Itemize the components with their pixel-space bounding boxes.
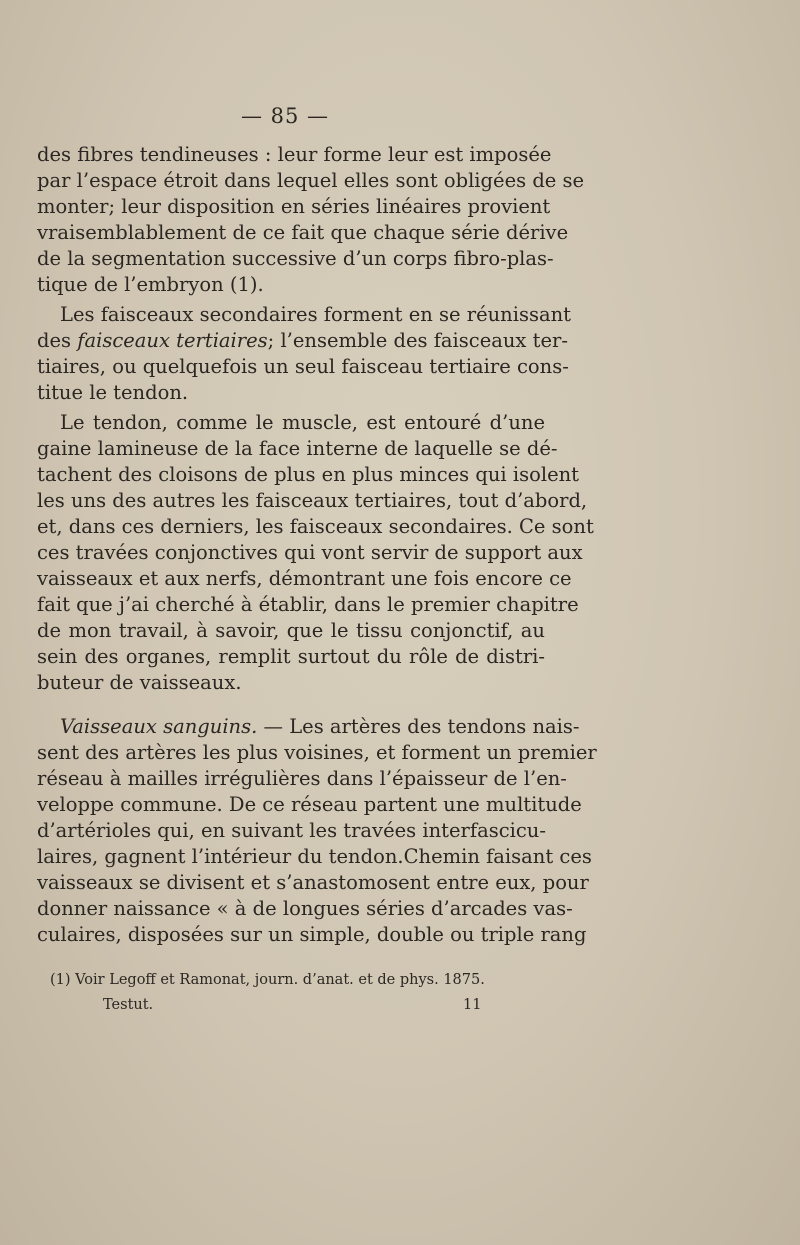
text-line: ces travées conjonctives qui vont servir de support aux xyxy=(37,541,583,564)
signature-mark: Testut. xyxy=(103,997,154,1013)
text-line: sein des organes, remplit surtout du rôle de distri- xyxy=(37,645,545,668)
text-line: vraisemblablement de ce fait que chaque série dérive xyxy=(37,221,569,244)
text-line: d’artérioles qui, en suivant les travées interfascicu- xyxy=(37,819,546,842)
text-line: tachent des cloisons de plus en plus minces qui isolent xyxy=(37,463,580,486)
text-line: culaires, disposées sur un simple, double ou triple rang xyxy=(37,923,587,946)
text-line: tique de l’embryon (1). xyxy=(37,273,264,296)
text-line: les uns des autres les faisceaux tertiaires, tout d’abord, xyxy=(37,489,588,512)
footnote: (1) Voir Legoff et Ramonat, journ. d’anat. et de phys. 1875. xyxy=(50,972,485,988)
text-line: veloppe commune. De ce réseau partent une multitude xyxy=(37,793,582,816)
text-line: de mon travail, à savoir, que le tissu conjonctif, au xyxy=(37,619,545,642)
text-line: fait que j’ai cherché à établir, dans le premier chapitre xyxy=(37,593,579,616)
text-line: des fibres tendineuses : leur forme leur est imposée xyxy=(37,143,552,166)
text-line: de la segmentation successive d’un corps fibro-plas- xyxy=(37,247,554,270)
text-line: gaine lamineuse de la face interne de laquelle se dé- xyxy=(37,437,558,460)
text-line: vaisseaux se divisent et s’anastomosent entre eux, pour xyxy=(37,871,589,894)
text-line: Le tendon, comme le muscle, est entouré d’une xyxy=(60,411,545,434)
text-line: et, dans ces derniers, les faisceaux secondaires. Ce sont xyxy=(37,515,594,538)
text-line: sent des artères les plus voisines, et forment un premier xyxy=(37,741,597,764)
page-number: — 85 — xyxy=(240,104,330,128)
signature-number: 11 xyxy=(463,997,482,1013)
text-line: donner naissance « à de longues séries d’arcades vas- xyxy=(37,897,573,920)
text-line: titue le tendon. xyxy=(37,381,189,404)
text-line: monter; leur disposition en séries linéaires provient xyxy=(37,195,551,218)
text-line: des faisceaux tertiaires; l’ensemble des faisceaux ter- xyxy=(37,329,568,352)
text-line: buteur de vaisseaux. xyxy=(37,671,242,694)
text-line: par l’espace étroit dans lequel elles sont obligées de se xyxy=(37,169,585,192)
text-line: Vaisseaux sanguins. — Les artères des tendons nais- xyxy=(60,715,580,738)
text-line: laires, gagnent l’intérieur du tendon.Chemin faisant ces xyxy=(37,845,592,868)
text-line: vaisseaux et aux nerfs, démontrant une fois encore ce xyxy=(37,567,572,590)
text-line: tiaires, ou quelquefois un seul faisceau tertiaire cons- xyxy=(37,355,569,378)
text-line: Les faisceaux secondaires forment en se réunissant xyxy=(60,303,571,326)
text-line: réseau à mailles irrégulières dans l’épaisseur de l’en- xyxy=(37,767,567,790)
